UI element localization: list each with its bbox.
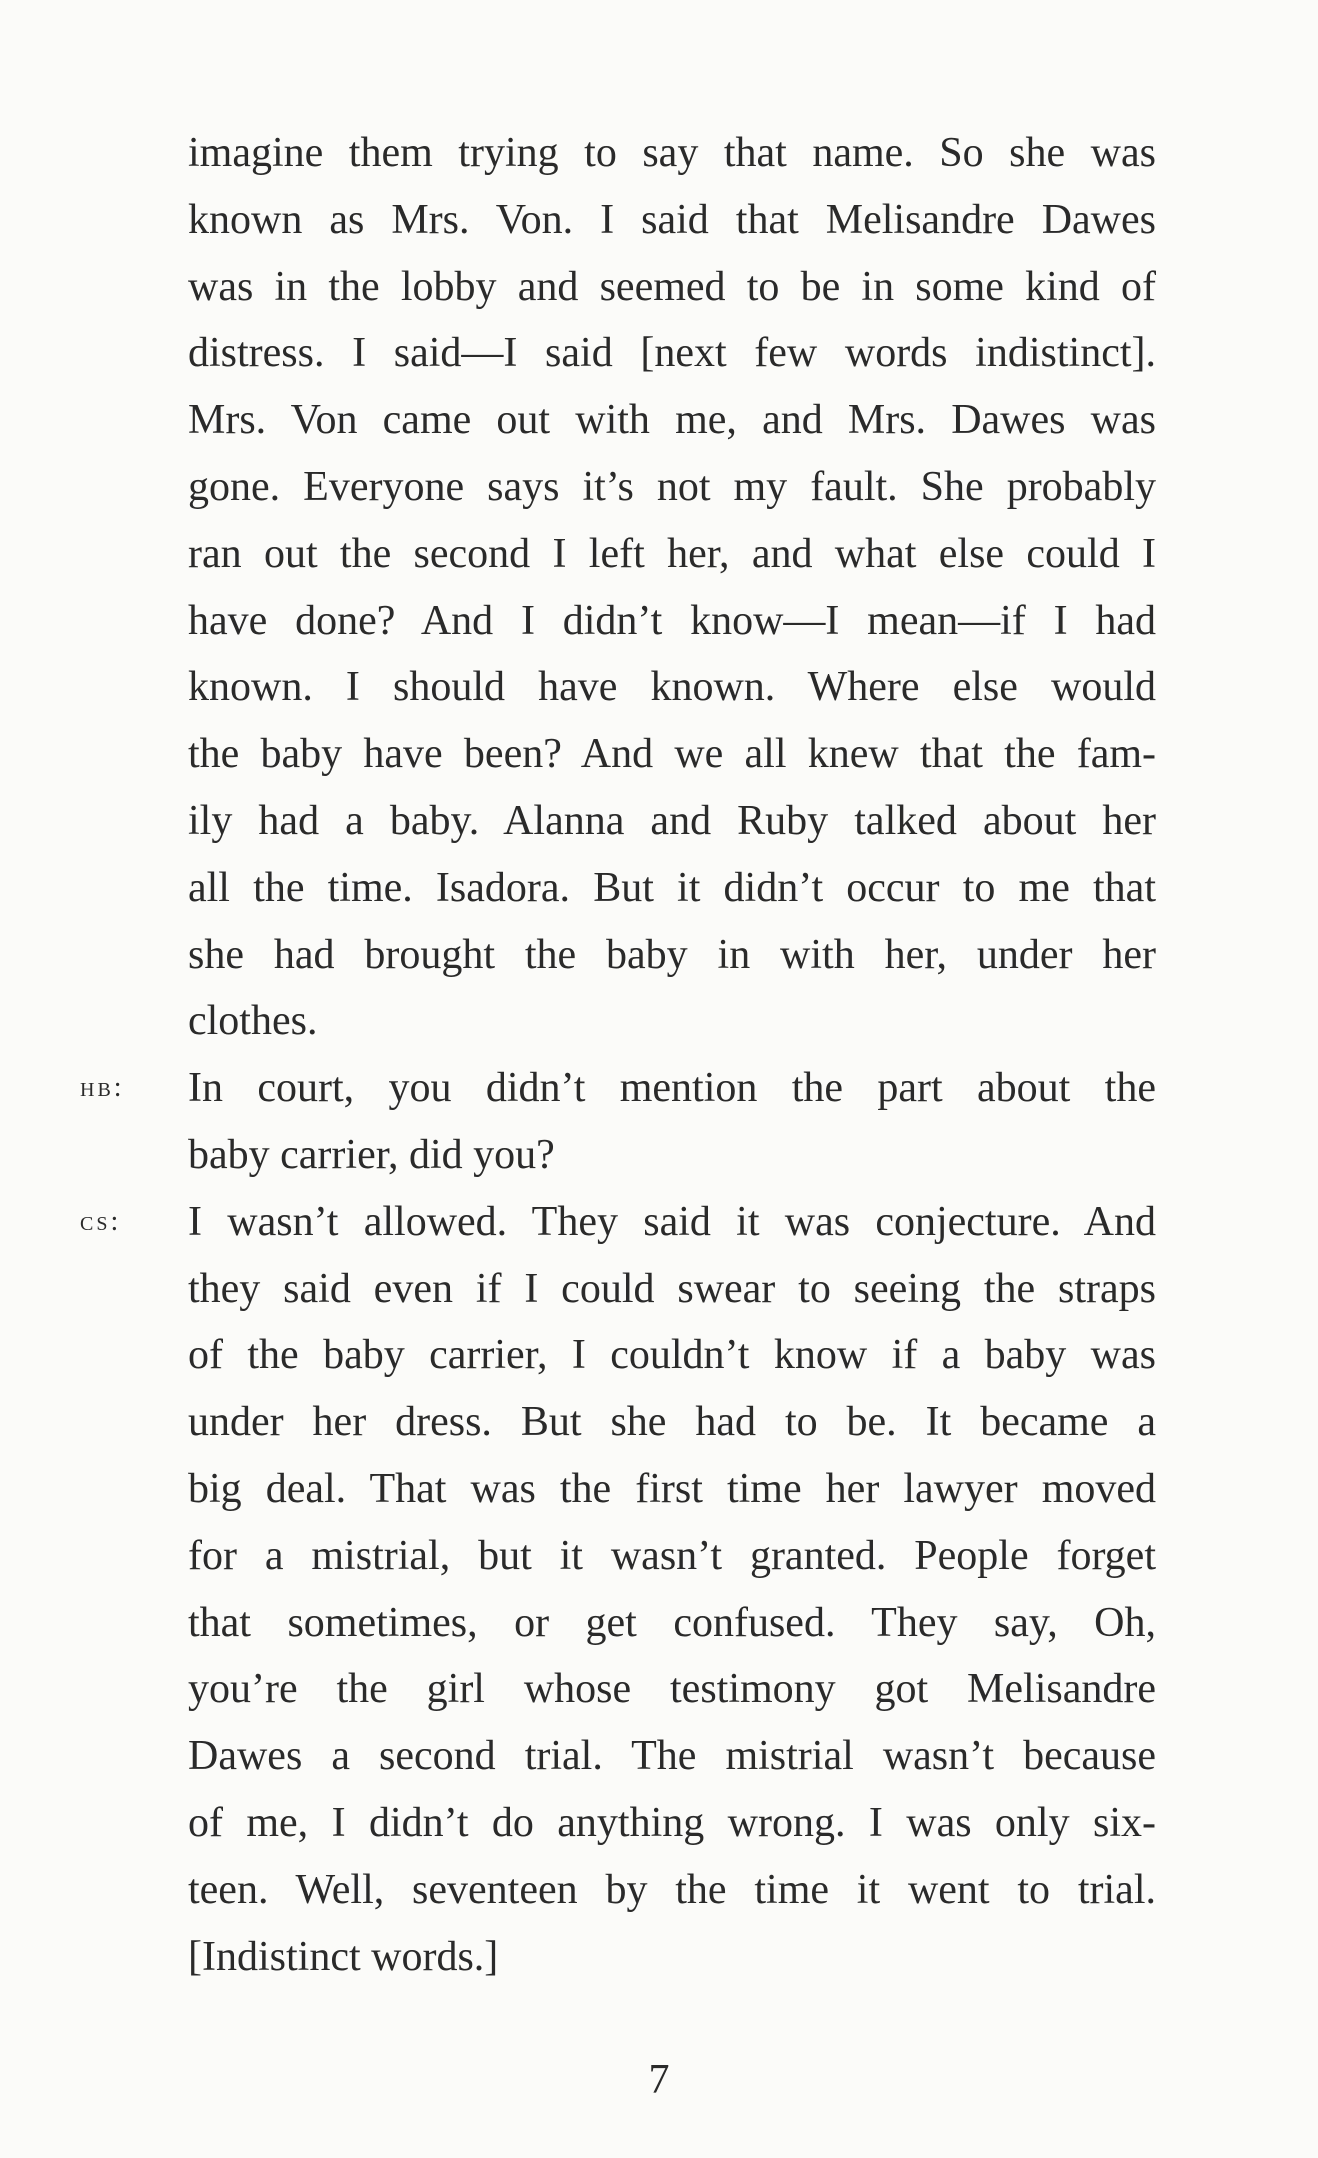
- text-line: ily had a baby. Alanna and Ruby talked about her: [188, 797, 1156, 844]
- text-line: have done? And I didn’t know—I mean—if I had: [188, 597, 1156, 644]
- text-line: the baby have been? And we all knew that the fam-: [188, 731, 1156, 778]
- speaker-label-hb: hb:: [80, 1072, 125, 1104]
- text-line: big deal. That was the first time her lawyer moved: [188, 1465, 1156, 1512]
- text-line: teen. Well, seventeen by the time it went to trial.: [188, 1866, 1156, 1913]
- text-line: clothes.: [188, 998, 318, 1045]
- speaker-label-cs: cs:: [80, 1205, 122, 1237]
- paragraph-cs: [80, 1189, 1156, 1991]
- text-column: [80, 120, 1156, 1990]
- text-line: of the baby carrier, I couldn’t know if a baby was: [188, 1332, 1156, 1379]
- text-line: you’re the girl whose testimony got Melisandre: [188, 1666, 1156, 1713]
- text-line: Mrs. Von came out with me, and Mrs. Dawes was: [188, 397, 1156, 444]
- text-line: gone. Everyone says it’s not my fault. She probably: [188, 463, 1156, 510]
- text-line: she had brought the baby in with her, under her: [188, 931, 1156, 978]
- text-line: that sometimes, or get confused. They say, Oh,: [188, 1599, 1156, 1646]
- text-line: all the time. Isadora. But it didn’t occur to me that: [188, 864, 1156, 911]
- text-line: they said even if I could swear to seeing the straps: [188, 1265, 1156, 1312]
- text-line: for a mistrial, but it wasn’t granted. People forget: [188, 1532, 1156, 1579]
- text-line: imagine them trying to say that name. So she was: [188, 130, 1156, 176]
- text-line: I wasn’t allowed. They said it was conjecture. And: [188, 1198, 1156, 1245]
- text-line: [Indistinct words.]: [188, 1933, 499, 1980]
- text-line: distress. I said—I said [next few words indistinct].: [188, 330, 1156, 377]
- paragraph-continuation: [188, 120, 1156, 1055]
- text-line: under her dress. But she had to be. It became a: [188, 1399, 1156, 1446]
- text-line: ran out the second I left her, and what else could I: [188, 530, 1156, 577]
- page-number: 7: [648, 2057, 670, 2103]
- text-line: Dawes a second trial. The mistrial wasn’t because: [188, 1733, 1156, 1780]
- text-line: was in the lobby and seemed to be in some kind of: [188, 263, 1156, 310]
- text-line: known as Mrs. Von. I said that Melisandre Dawes: [188, 196, 1156, 243]
- text-line: of me, I didn’t do anything wrong. I was only six-: [188, 1799, 1156, 1846]
- text-line: known. I should have known. Where else would: [188, 664, 1156, 711]
- paragraph-hb: [80, 1055, 1156, 1189]
- text-line: baby carrier, did you?: [188, 1131, 555, 1178]
- text-line: In court, you didn’t mention the part about the: [188, 1065, 1156, 1112]
